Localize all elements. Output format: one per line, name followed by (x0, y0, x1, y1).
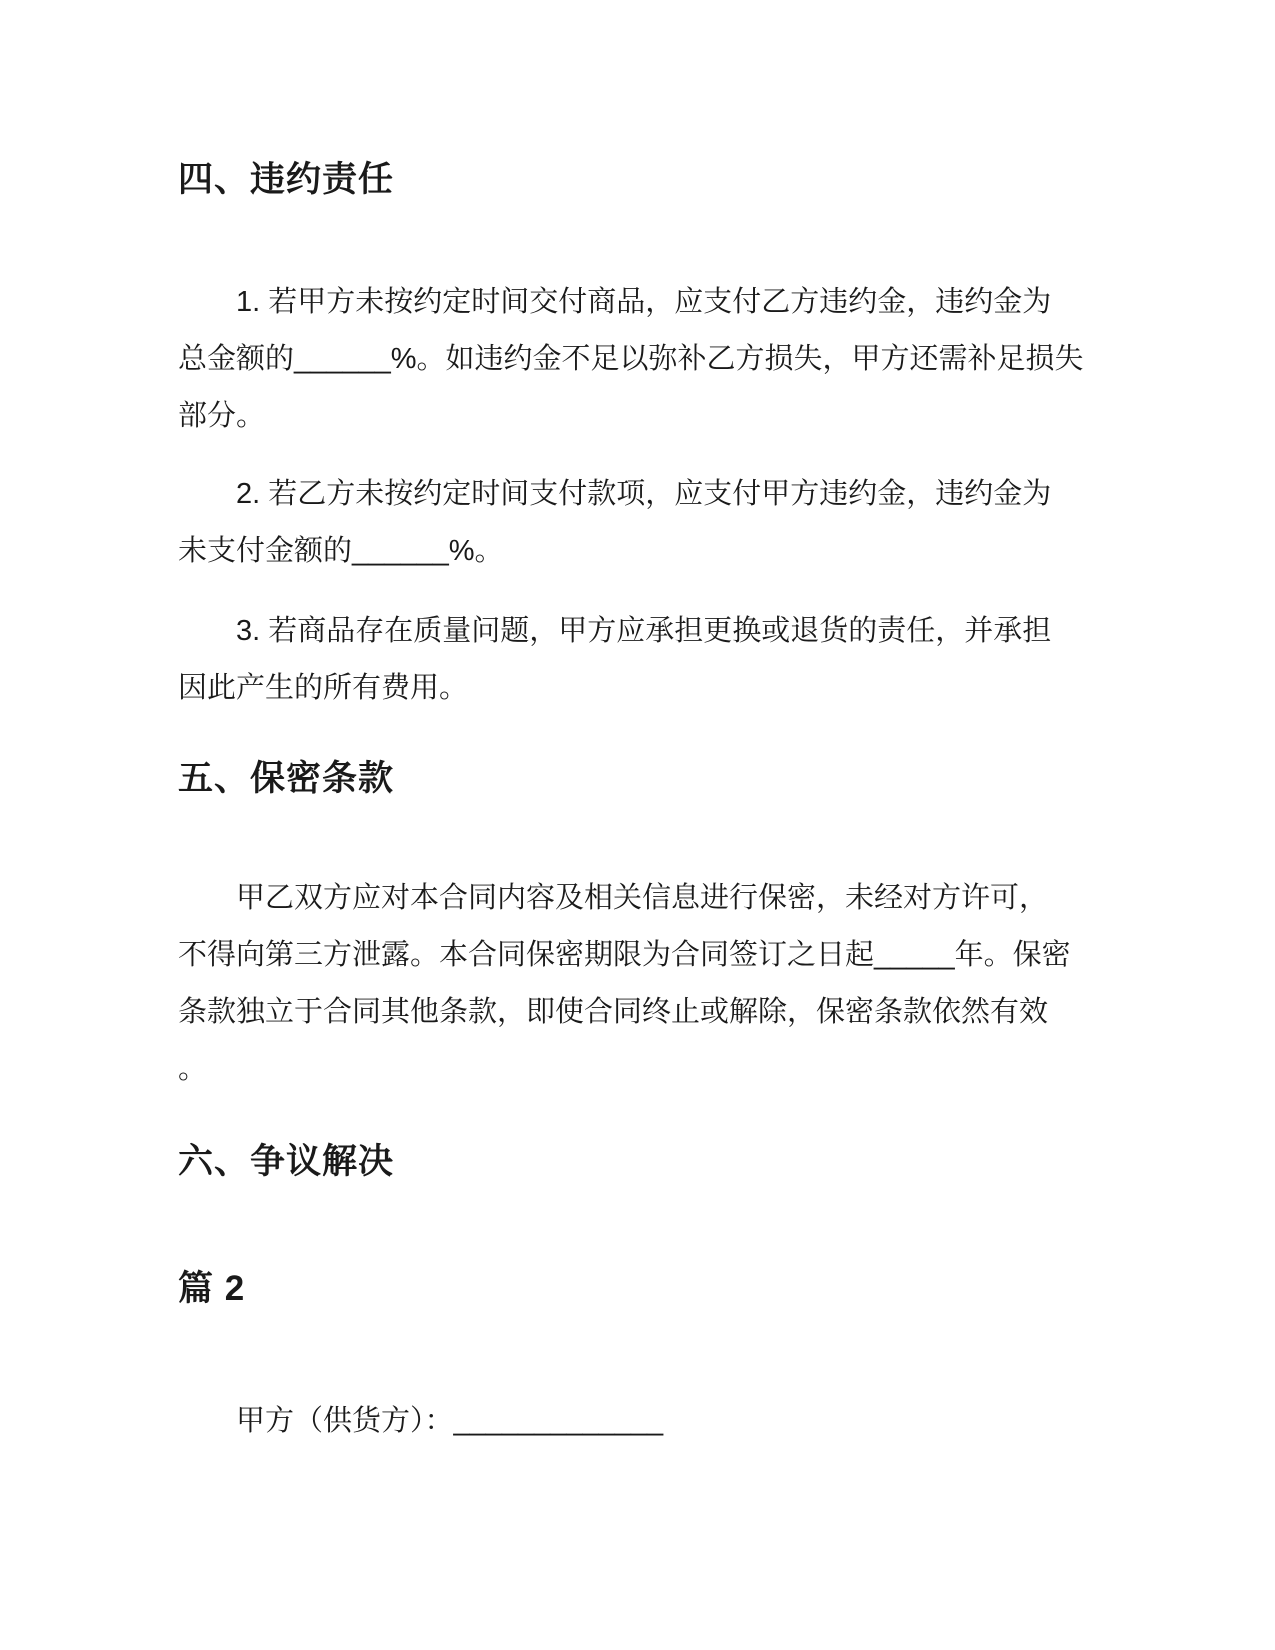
section-heading-dispute-resolution: 六、争议解决 (178, 1142, 395, 1181)
paragraph-line: 3. 若商品存在质量问题，甲方应承担更换或退货的责任，并承担 (236, 615, 1052, 647)
party-a-blank-field: 甲方（供货方）：_____________ (236, 1405, 664, 1437)
breach-clause-2 (178, 466, 1064, 580)
paragraph-line: 条款独立于合同其他条款，即使合同终止或解除，保密条款依然有效 (178, 996, 1049, 1028)
confidentiality-clause (178, 870, 1071, 1098)
paragraph-line: 部分。 (178, 400, 266, 432)
paragraph-line: 因此产生的所有费用。 (178, 672, 469, 704)
paragraph-line: 不得向第三方泄露。本合同保密期限为合同签订之日起_____年。保密 (178, 939, 1071, 971)
section-heading-confidentiality: 五、保密条款 (178, 759, 395, 798)
paragraph-line: 总金额的______%。如违约金不足以弥补乙方损失，甲方还需补足损失 (178, 343, 1084, 375)
paragraph-line: 2. 若乙方未按约定时间支付款项，应支付甲方违约金，违约金为 (236, 478, 1052, 510)
breach-clause-1 (178, 274, 1084, 445)
party-a-supplier-line (178, 1393, 1064, 1450)
section-heading-breach-liability: 四、违约责任 (178, 160, 395, 199)
paragraph-line: 甲乙双方应对本合同内容及相关信息进行保密，未经对方许可， (236, 882, 1049, 914)
breach-clause-3 (178, 603, 1064, 717)
paragraph-line: 未支付金额的______%。 (178, 535, 504, 567)
paragraph-line: 。 (178, 1053, 208, 1085)
part-2-heading: 篇 2 (178, 1269, 246, 1308)
paragraph-line: 1. 若甲方未按约定时间交付商品，应支付乙方违约金，违约金为 (236, 286, 1052, 318)
